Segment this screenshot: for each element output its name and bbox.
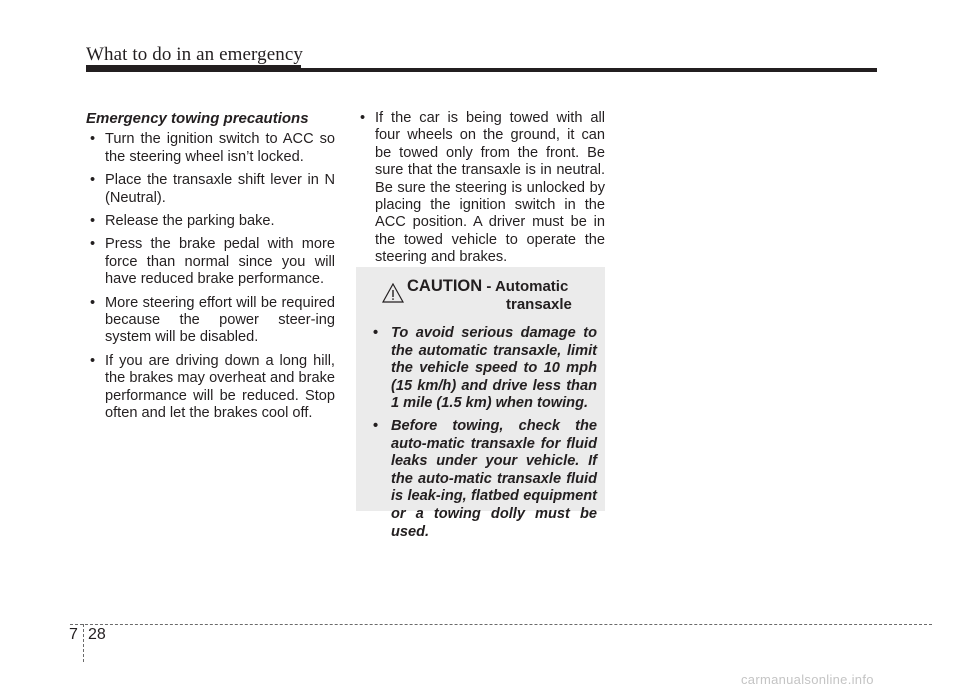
list-item: • Turn the ignition switch to ACC so the steering wheel isn’t locked. <box>86 131 335 166</box>
caution-title <box>407 277 607 314</box>
watermark: carmanualsonline.info <box>741 672 874 687</box>
caution-list <box>372 325 597 541</box>
list-item: • Place the transaxle shift lever in N (Neutral). <box>86 172 335 207</box>
section-heading: Emergency towing precautions <box>86 110 309 127</box>
footer-rule <box>70 624 932 625</box>
page-number: 28 <box>88 626 106 643</box>
chapter-number: 7 <box>69 626 78 643</box>
footer-divider <box>83 624 84 662</box>
list-item: • If the car is being towed with all four wheels on the ground, it can be towed only from the front. Be sure that the transaxle is in neutral. Be sure the steering is unlocked by placing the ignition switch in the ACC position. A driver must be in the towed vehicle to operate the steering and brakes. <box>356 110 605 267</box>
page-header-title: What to do in an emergency <box>86 44 303 65</box>
towing-precautions-list <box>86 131 335 422</box>
caution-item: • Before towing, check the auto-matic transaxle for fluid leaks under your vehicle. If the auto-matic transaxle fluid is leak-ing, flatbed equipment or a towing dolly must be used. <box>372 418 597 541</box>
caution-header <box>372 277 597 317</box>
list-item: • Press the brake pedal with more force than normal since you will have reduced brake performance. <box>86 236 335 288</box>
list-item: • More steering effort will be required because the power steer-ing system will be disabled. <box>86 295 335 347</box>
caution-subject-line2: transaxle <box>506 296 572 313</box>
left-column <box>86 110 335 429</box>
caution-label: CAUTION <box>407 277 483 295</box>
middle-column <box>356 110 605 273</box>
list-item: • Release the parking bake. <box>86 213 335 230</box>
header-rule <box>86 68 877 72</box>
caution-subject-line1: Automatic <box>494 278 569 295</box>
caution-box <box>356 267 605 540</box>
towing-notes-list <box>356 110 605 267</box>
list-item: • If you are driving down a long hill, the brakes may overheat and brake performance will be reduced. Stop often and let the brakes cool off. <box>86 353 335 423</box>
caution-item: • To avoid serious damage to the automatic transaxle, limit the vehicle speed to 10 mph (15 km/h) and drive less than 1 mile (1.5 km) when towing. <box>372 325 597 413</box>
caution-dash: - <box>482 278 495 295</box>
warning-triangle-icon <box>382 283 404 303</box>
